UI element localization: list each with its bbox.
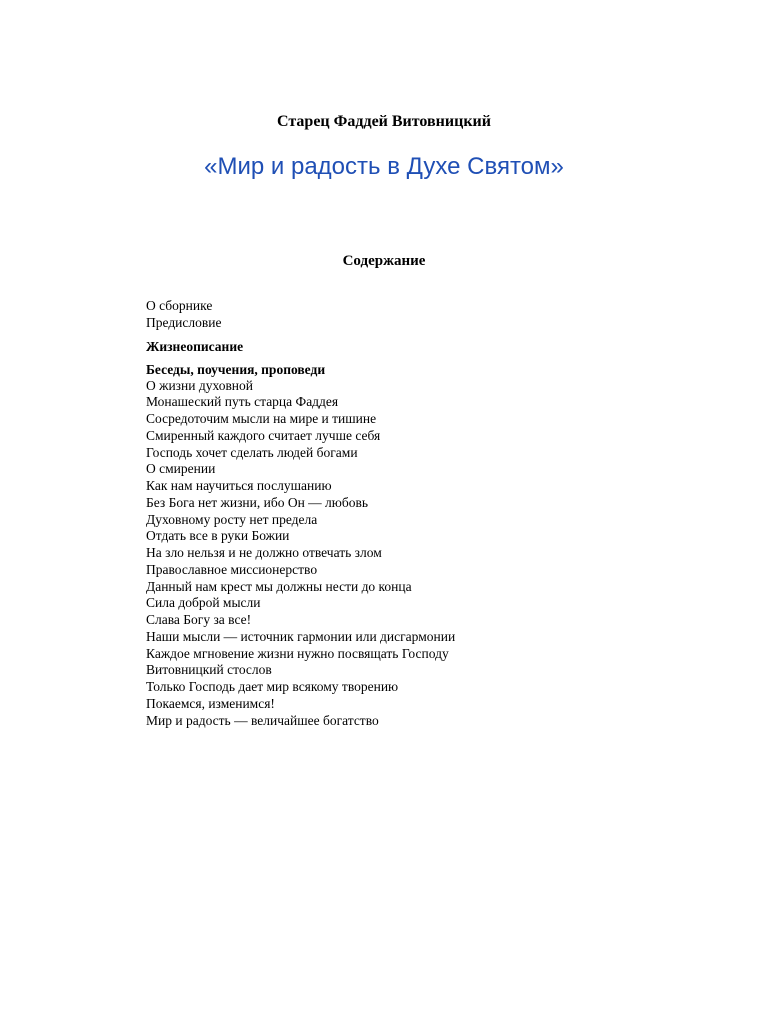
toc-item: Сосредоточим мысли на мире и тишине <box>146 411 377 426</box>
contents-heading: Содержание <box>342 253 426 269</box>
toc-item: Наши мысли — источник гармонии или дисгармонии <box>146 628 456 644</box>
toc-item: Каждое мгновение жизни нужно посвящать Господу <box>146 645 449 661</box>
toc-item: Как нам научиться послушанию <box>146 478 332 493</box>
book-title: «Мир и радость в Духе Святом» <box>204 153 564 180</box>
toc-item: Православное миссионерство <box>146 561 318 577</box>
author-name: Старец Фаддей Витовницкий <box>277 113 491 130</box>
toc-item: Витовницкий стослов <box>146 662 272 678</box>
toc-item: Отдать все в руки Божии <box>146 528 290 544</box>
toc-item: Сила доброй мысли <box>146 595 261 611</box>
toc-item-about-collection: О сборнике <box>146 298 213 313</box>
toc-item: Монашеский путь старца Фаддея <box>146 394 339 410</box>
toc-item-preface: Предисловие <box>146 314 222 330</box>
toc-section-talks: Беседы, поучения, проповеди <box>146 361 326 377</box>
toc-item: Покаемся, изменимся! <box>146 695 275 711</box>
toc-item: Смиренный каждого считает лучше себя <box>146 427 381 443</box>
toc-item: О жизни духовной <box>146 377 254 393</box>
toc-item: Только Господь дает мир всякому творению <box>146 679 399 694</box>
toc-item: О смирении <box>146 461 216 477</box>
toc-item: Духовному росту нет предела <box>146 511 318 527</box>
toc-item: Господь хочет сделать людей богами <box>146 444 358 460</box>
toc-item: Данный нам крест мы должны нести до конца <box>146 578 412 594</box>
toc-section-biography: Жизнеописание <box>146 338 244 354</box>
table-of-contents <box>146 298 706 729</box>
toc-item: Слава Богу за все! <box>146 612 252 627</box>
toc-item: Без Бога нет жизни, ибо Он — любовь <box>146 494 369 510</box>
toc-item: Мир и радость — величайшее богатство <box>146 712 379 728</box>
toc-item: На зло нельзя и не должно отвечать злом <box>146 545 382 560</box>
